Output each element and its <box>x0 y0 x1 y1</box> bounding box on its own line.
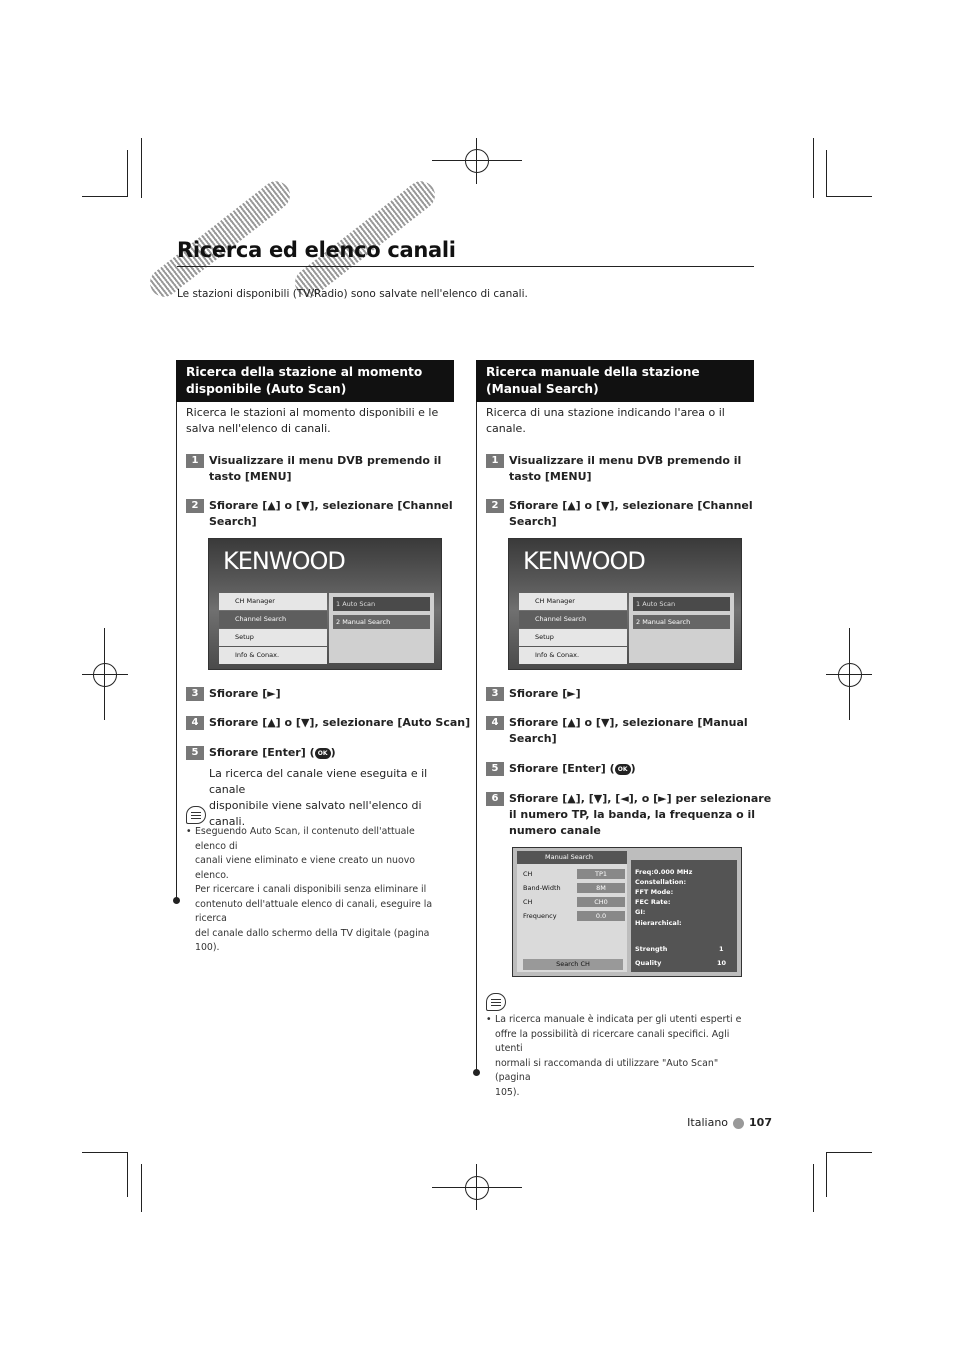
page-title: Ricerca ed elenco canali <box>177 238 456 262</box>
manual-search-title: Manual Search <box>517 851 627 864</box>
quality-value: 10 <box>717 959 727 967</box>
intro-text: Le stazioni disponibili (TV/Radio) sono salvate nell'elenco di canali. <box>177 288 528 300</box>
step-text: Sfiorare [▲] o [▼], selezionare [Channel Search] <box>509 499 753 528</box>
info-fec: FEC Rate: <box>635 898 671 906</box>
signal-info-panel <box>631 860 737 972</box>
submenu-auto-scan[interactable]: 1 Auto Scan <box>333 597 430 611</box>
strength-label: Strength <box>635 945 668 953</box>
strength-value: 1 <box>719 945 724 953</box>
step-number: 5 <box>186 746 204 760</box>
submenu-manual-search[interactable]: 2 Manual Search <box>633 615 730 629</box>
submenu-manual-search[interactable]: 2 Manual Search <box>333 615 430 629</box>
tp-selector[interactable]: TP1 <box>577 869 625 879</box>
ok-icon: OK <box>315 748 331 759</box>
menu-item-setup[interactable]: Setup <box>519 629 627 646</box>
footer-dot-icon <box>733 1118 744 1129</box>
auto-scan-description: Ricerca le stazioni al momento disponibili e le salva nell'elenco di canali. <box>186 406 439 435</box>
heading-line: Ricerca manuale della stazione <box>486 365 700 379</box>
step-text: Sfiorare [▲] o [▼], selezionare [Auto Scan] <box>209 716 471 729</box>
heading-line: disponibile (Auto Scan) <box>186 382 347 396</box>
kenwood-logo: KENWOOD <box>523 547 645 575</box>
bandwidth-selector[interactable]: 8M <box>577 883 625 893</box>
footer-language: Italiano <box>687 1116 729 1129</box>
submenu-auto-scan[interactable]: 1 Auto Scan <box>633 597 730 611</box>
kenwood-menu-screen <box>508 538 742 670</box>
step-text: Sfiorare [►] <box>509 687 581 700</box>
manual-search-note: • La ricerca manuale è indicata per gli utenti esperti e offre la possibilità di ricercare canali specifici. Agli utenti normali si raccomanda di utilizzare "Auto Scan" (pagina 105). <box>486 1014 742 1098</box>
step-number: 4 <box>486 716 504 730</box>
menu-item-info-conax[interactable]: Info & Conax. <box>219 647 327 664</box>
step-number: 6 <box>486 792 504 806</box>
menu-item-ch-manager[interactable]: CH Manager <box>219 593 327 610</box>
menu-item-info-conax[interactable]: Info & Conax. <box>519 647 627 664</box>
manual-search-heading <box>476 360 754 402</box>
page-number: 107 <box>749 1116 772 1129</box>
step-text: Sfiorare [►] <box>209 687 281 700</box>
auto-scan-note: • Eseguendo Auto Scan, il contenuto dell'attuale elenco di canali viene eliminato e viene creato un nuovo elenco. Per ricercare i canali disponibili senza eliminare il contenuto dell'attuale elenco di canali, eseguire la ricerca del canale dallo schermo della TV digitale (pagina 100). <box>186 826 433 953</box>
search-ch-button[interactable]: Search CH <box>523 959 623 970</box>
step-text: Visualizzare il menu DVB premendo il tasto [MENU] <box>509 454 742 483</box>
kenwood-logo: KENWOOD <box>223 547 345 575</box>
step-number: 1 <box>486 454 504 468</box>
channel-selector[interactable]: CH0 <box>577 897 625 907</box>
ok-icon: OK <box>615 764 631 775</box>
info-fft: FFT Mode: <box>635 888 674 896</box>
step-number: 5 <box>486 762 504 776</box>
quality-label: Quality <box>635 959 662 967</box>
heading-line: Ricerca della stazione al momento <box>186 365 423 379</box>
auto-scan-section <box>176 360 454 402</box>
field-label: Frequency <box>523 912 557 920</box>
frequency-input[interactable]: 0.0 <box>577 911 625 921</box>
info-constellation: Constellation: <box>635 878 687 886</box>
field-label: Band-Width <box>523 884 561 892</box>
step-number: 3 <box>186 687 204 701</box>
menu-item-channel-search[interactable]: Channel Search <box>519 611 627 628</box>
info-freq: Freq:0.000 MHz <box>635 868 693 876</box>
step-number: 2 <box>486 499 504 513</box>
info-gi: GI: <box>635 908 646 916</box>
menu-item-setup[interactable]: Setup <box>219 629 327 646</box>
step-text: Sfiorare [Enter] ( OK ) <box>509 762 636 775</box>
field-label: CH <box>523 898 533 906</box>
manual-search-screen <box>512 847 742 977</box>
channel-search-submenu <box>329 593 434 663</box>
info-hierarchical: Hierarchical: <box>635 919 682 927</box>
step-text: Sfiorare [▲], [▼], [◄], o [►] per selezionare il numero TP, la banda, la frequenza o il numero canale <box>509 792 772 837</box>
field-label: CH <box>523 870 533 878</box>
menu-item-ch-manager[interactable]: CH Manager <box>519 593 627 610</box>
dvb-menu <box>219 593 327 665</box>
note-icon <box>486 993 506 1011</box>
step-number: 4 <box>186 716 204 730</box>
step-text: Sfiorare [▲] o [▼], selezionare [Channel Search] <box>209 499 453 528</box>
dvb-menu <box>519 593 627 665</box>
page-footer <box>687 1116 772 1129</box>
note-icon <box>186 806 206 824</box>
step-text: Sfiorare [▲] o [▼], selezionare [Manual Search] <box>509 716 748 745</box>
step-text: Sfiorare [Enter] ( OK ) <box>209 746 336 759</box>
menu-item-channel-search[interactable]: Channel Search <box>219 611 327 628</box>
step-text: Visualizzare il menu DVB premendo il tasto [MENU] <box>209 454 442 483</box>
heading-line: (Manual Search) <box>486 382 599 396</box>
step-number: 3 <box>486 687 504 701</box>
auto-scan-result: La ricerca del canale viene eseguita e il canale disponibile viene salvato nell'elenco di canali. <box>209 767 428 828</box>
auto-scan-heading <box>176 360 454 402</box>
channel-search-submenu <box>629 593 734 663</box>
title-rule <box>177 266 754 267</box>
manual-search-fields <box>517 864 627 972</box>
kenwood-menu-screen <box>208 538 442 670</box>
manual-search-description: Ricerca di una stazione indicando l'area o il canale. <box>486 406 725 435</box>
step-number: 1 <box>186 454 204 468</box>
manual-search-section <box>476 360 754 402</box>
step-number: 2 <box>186 499 204 513</box>
